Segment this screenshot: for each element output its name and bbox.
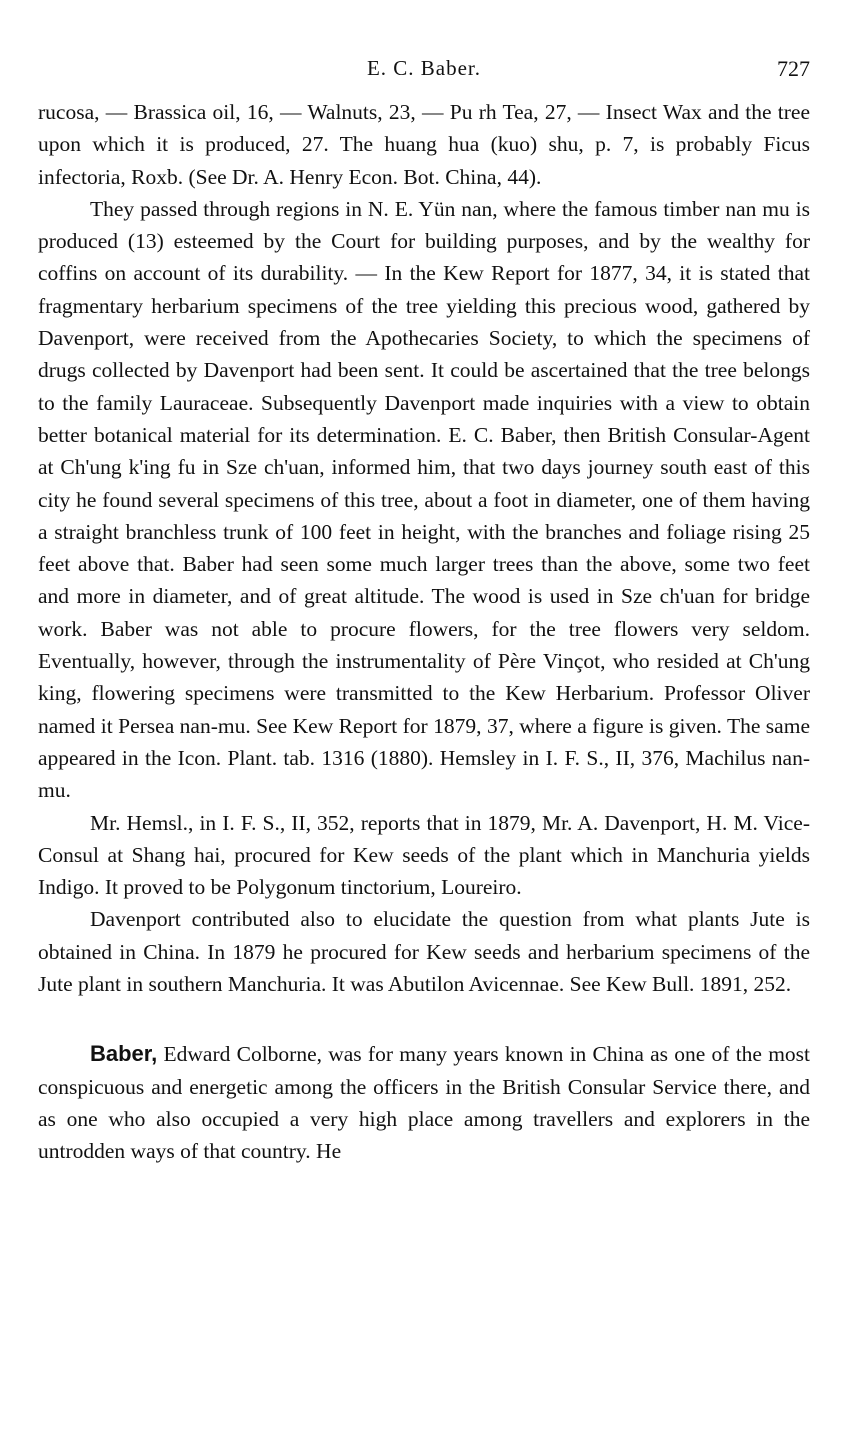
page-header bbox=[38, 56, 810, 96]
entry-text: Edward Colborne, was for many years known in China as one of the most conspicuous and energetic among the officers in the British Consular Service there, and as one who also occupied a very high place among travellers and explorers in the untrodden ways of that country. He bbox=[38, 1042, 811, 1164]
paragraph-jute: Davenport contributed also to elucidate the question from what plants Jute is obtained in China. In 1879 he procured for Kew seeds and herbarium specimens of the Jute plant in southern Manchuria. It was Abutilon Avicennae. See Kew Bull. 1891, 252. bbox=[38, 907, 810, 997]
section-gap bbox=[38, 1000, 810, 1038]
page-number: 727 bbox=[777, 56, 810, 81]
paragraph-nan-mu: They passed through regions in N. E. Yün nan, where the famous timber nan mu is produced (13) esteemed by the Court for building purposes, and by the wealthy for coffins on account of its durability. — In the Kew Report for 1877, 34, it is stated that fragmentary herbarium specimens of the tree yielding this precious wood, gathered by Davenport, were received from the Apothecaries Society, to which the specimens of drugs collected by Davenport had been sent. It could be ascertained that the tree belongs to the family Lauraceae. Subsequently Davenport made inquiries with a view to obtain better botanical material for its determination. E. C. Baber, then British Consular-Agent at Ch'ung k'ing fu in Sze ch'uan, informed him, that two days journey south east of this city he found several specimens of this tree, about a foot in diameter, one of them having a straight branchless trunk of 100 feet in height, with the branches and foliage rising 25 feet above that. Baber had seen some much larger trees than the above, some two feet and more in diameter, and of great altitude. The wood is used in Sze ch'uan for bridge work. Baber was not able to procure flowers, for the tree flowers very seldom. Eventually, however, through the instrumentality of Père Vinçot, who resided at Ch'ung king, flowering specimens were transmitted to the Kew Herbarium. Professor Oliver named it Persea nan-mu. See Kew Report for 1879, 37, where a figure is given. The same appeared in the Icon. Plant. tab. 1316 (1880). Hemsley in I. F. S., II, 376, Machilus nan-mu. bbox=[38, 196, 810, 803]
entry-head-word: Baber, bbox=[90, 1041, 158, 1067]
paragraph-indigo: Mr. Hemsl., in I. F. S., II, 352, reports that in 1879, Mr. A. Davenport, H. M. Vice-Consul at Shang hai, procured for Kew seeds of the plant which in Manchuria yields Indigo. It proved to be Polygonum tinctorium, Loureiro. bbox=[38, 810, 810, 900]
running-head: E. C. Baber. bbox=[366, 56, 482, 80]
paragraph-continuation: rucosa, — Brassica oil, 16, — Walnuts, 23, — Pu rh Tea, 27, — Insect Wax and the tree upon which it is produced, 27. The huang hua (kuo) shu, p. 7, is probably Ficus infectoria, Roxb. (See Dr. A. Henry Econ. Bot. China, 44). bbox=[38, 100, 810, 189]
entry-paragraph bbox=[38, 1038, 810, 1167]
document-page bbox=[38, 56, 810, 1168]
